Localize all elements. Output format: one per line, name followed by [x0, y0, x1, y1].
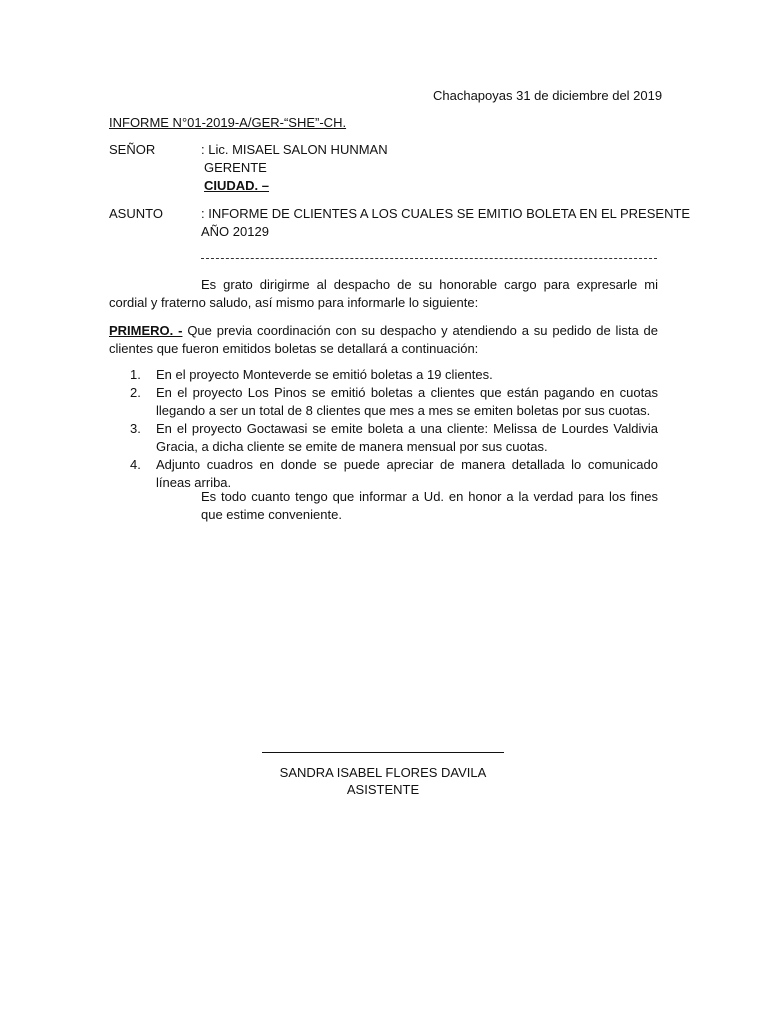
report-number: INFORME N°01-2019-A/GER-“SHE”-CH. — [109, 115, 347, 130]
list-item-text: En el proyecto Goctawasi se emite boleta a una cliente: Melissa de Lourdes Valdivia Gracia, a dicha cliente se emite de manera mensual por sus cuotas. — [156, 421, 658, 454]
list-item-number: 4. — [130, 457, 141, 472]
list-item-text: Adjunto cuadros en donde se puede apreciar de manera detallada lo comunicado líneas arriba. — [156, 457, 658, 490]
list-item-text: En el proyecto Los Pinos se emitió boletas a clientes que están pagando en cuotas llegando a ser un total de 8 clientes que mes a mes se emiten boletas por sus cuotas. — [156, 385, 658, 418]
list-item — [130, 456, 658, 492]
list-item — [130, 384, 658, 420]
list-item-number: 3. — [130, 421, 141, 436]
subject-text-line2: AÑO 20129 — [201, 224, 269, 239]
signature-name: SANDRA ISABEL FLORES DAVILA — [279, 765, 487, 780]
list-item-number: 1. — [130, 367, 141, 382]
list-item-text: En el proyecto Monteverde se emitió boletas a 19 clientes. — [156, 367, 493, 382]
separator-line — [201, 258, 657, 259]
signature-line — [262, 752, 504, 753]
date-line: Chachapoyas 31 de diciembre del 2019 — [433, 88, 663, 103]
clients-list — [130, 366, 658, 492]
first-label: PRIMERO. - — [109, 323, 183, 338]
subject-text-line1: : INFORME DE CLIENTES A LOS CUALES SE EMITIO BOLETA EN EL PRESENTE — [201, 206, 691, 221]
subject-label: ASUNTO — [109, 206, 163, 221]
recipient-city: CIUDAD. – — [204, 178, 270, 193]
recipient-name: : Lic. MISAEL SALON HUNMAN — [201, 142, 388, 157]
first-paragraph — [109, 322, 658, 358]
recipient-position: GERENTE — [204, 160, 267, 175]
recipient-label: SEÑOR — [109, 142, 156, 157]
list-item-number: 2. — [130, 385, 141, 400]
list-item — [130, 366, 658, 384]
list-item — [130, 420, 658, 456]
signature-title: ASISTENTE — [346, 782, 420, 797]
closing-paragraph: Es todo cuanto tengo que informar a Ud. en honor a la verdad para los fines que estime conveniente. — [201, 489, 658, 522]
intro-paragraph: Es grato dirigirme al despacho de su honorable cargo para expresarle mi cordial y fraterno saludo, así mismo para informarle lo siguiente: — [109, 277, 658, 310]
first-text: Que previa coordinación con su despacho y atendiendo a su pedido de lista de clientes que fueron emitidos boletas se detallará a continuación: — [109, 323, 658, 356]
